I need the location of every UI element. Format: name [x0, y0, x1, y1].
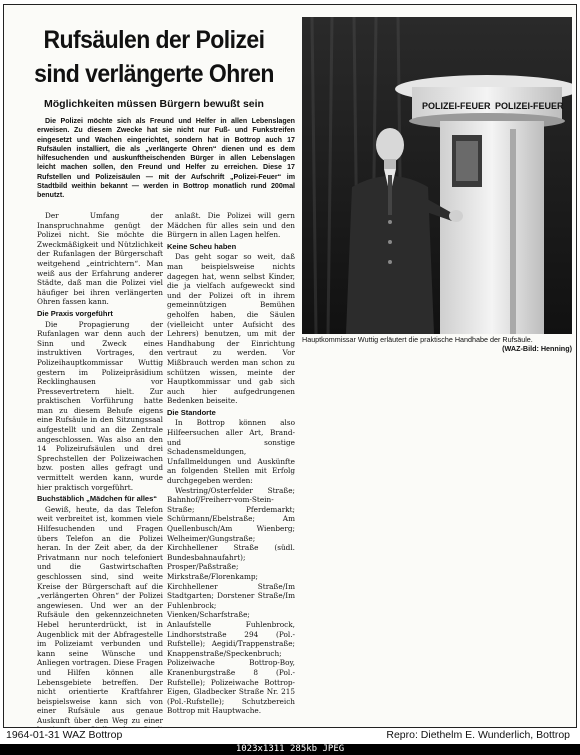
booth-sign-left: POLIZEI-FEUER [422, 101, 491, 111]
section-heading: Die Standorte [167, 407, 216, 417]
photo-credit: (WAZ-Bild: Henning) [502, 343, 572, 353]
newspaper-clipping [3, 4, 577, 728]
subheadline: Möglichkeiten müssen Bürgern bewußt sein [44, 98, 264, 110]
news-photo [302, 17, 572, 334]
article-column-1 [37, 211, 163, 728]
photo-illustration [302, 17, 572, 334]
source-date-label: 1964-01-31 WAZ Bottrop [6, 729, 123, 741]
photo-caption [302, 336, 572, 354]
headline-line-1: Rufsäulen der Polizei [43, 26, 265, 54]
booth-sign-right: POLIZEI-FEUER [495, 101, 564, 111]
section-heading: Keine Scheu haben [167, 241, 237, 251]
caption-text: Hauptkommissar Wuttig erläutert die praktische Handhabe der Rufsäule. [302, 335, 533, 344]
image-info-bar: 1023x1311 285kb JPEG [0, 744, 580, 755]
section-heading: Die Praxis vorgeführt [37, 308, 113, 318]
headline-line-2: sind verlängerte Ohren [34, 60, 274, 88]
paragraph: Der Umfang der Inanspruchnahme genügt der Polizei nicht. Sie möchte die Zweckmäßigkeit und Nützlichkeit der Rufanlagen der Bürgerschaft weitgehend „eintrichtern“. Man weiß aus der Erfahrung anderer Städte, daß man die Polizei viel häufiger bei ihren verlängerten Ohren fassen kann. [37, 211, 163, 307]
paragraph: Die Propagierung der Rufanlagen war denn auch der Sinn und Zweck eines instruktiven Vortrages, den Polizeihauptkommissar Wuttig gestern im Polizeipräsidium Recklinghausen vor Pressevertretern hielt. Zur praktischen Vorführung hatte man zu diesem Behufe eigens eine Rufsäule in den Sitzungssaal aufgestellt und an die Zentrale angeschlossen. Was also an den 14 Polizeirufsäulen und drei Sprechstellen der Polizeiwachen bzw. posten alles gefragt und vermittelt werden kann, wurde hier praktisch vorgeführt. [37, 319, 163, 492]
lead-paragraph: Die Polizei möchte sich als Freund und Helfer in allen Lebenslagen erweisen. Zu diesem Zwecke hat sie nicht nur Fuß- und Funkstreifen eingesetzt und Wachen eingerichtet, sondern hat in Bottrop auch 17 Rufsäulen installiert, die als „verlängerte Ohren“ dienen und es dem hilfesuchenden und auskunftheischenden Bürger in allen Lebenslagen leicht machen sollen, den Freund und Helfer zu erreichen. Diese 17 Rufstellen und Polizeisäulen — mit der Aufschrift „Polizei-Feuer“ im Stadtbild weithin bekannt — werden in Bottrop monatlich rund 200mal benutzt. [37, 117, 295, 200]
section-heading: Buchstäblich „Mädchen für alles“ [37, 494, 158, 504]
paragraph: In Bottrop können also Hilfeersuchen aller Art, Brand- und sonstige Schadensmeldungen, Unfallmeldungen und Auskünfte an folgenden Stellen mit Erfolg durchgegeben werden: [167, 418, 295, 486]
article-column-2 [167, 211, 295, 716]
paragraph: Das geht sogar so weit, daß man beispielsweise nichts dagegen hat, wenn selbst Kinder, die ja vielfach aufgeweckt sind und der Polizei oft in ihrem gemeinnützigen Bemühen geholfen haben, die Säulen (vielleicht unter Aufsicht des Lehrers) benutzen, um mit der Handhabung der Einrichtung vertraut zu werden. Vor Mißbrauch werden man schon zu schützen wissen, meinte der Hauptkommissar und gab sich auch hier aufgedrungenen Bedenken beiseite. [167, 252, 295, 406]
repro-credit: Repro: Diethelm E. Wunderlich, Bottrop [386, 729, 570, 741]
paragraph: Westring/Osterfelder Straße; Bahnhof/Freiherr-vom-Stein-Straße; Pferdemarkt; Schürmann/Ebelstraße; Am Quellenbusch/Am Wienberg; Welheimer/Gungstraße; Kirchhellener Straße (südl. Bundesbahnaufahrt); Prosper/Paßstraße; Mirkstraße/Florenkamp; Kirchhellener Straße/Im Stadtgarten; Dorstener Straße/Im Fuhlenbrock; Vienken/Scharfstraße; Anlaufstelle Fuhlenbrock, Lindhorststraße 294 (Pol.-Rufstelle); Aegidi/Trappenstraße; Knappenstraße/Speckenbruch; Polizeiwache Bottrop-Boy, Kranenburgstraße 8 (Pol.-Rufstelle); Polizeiwache Bottrop-Eigen, Gladbecker Straße Nr. 215 (Pol.-Rufstelle); Schutzbereich Bottrop mit Hauptwache. [167, 485, 295, 716]
paragraph: anlaßt. Die Polizei will gern Mädchen für alles sein und den Bürgern in allen Lagen helfen. [167, 211, 295, 240]
paragraph: Gewiß, heute, da das Telefon weit verbreitet ist, kommen viele Hilfesuchenden und Fragen übers Telefon an die Polizei heran. In der Zeit aber, da der Privatmann nur noch telefoniert und die Gastwirtschaften geschlossen sind, sind weite Kreise der Bürgerschaft auf die „verlängerten Ohren“ der Polizei angewiesen. Und wer an der Rufsäule den gekennzeichneten Hebel herunterdrückt, ist in Augenblick mit der Abfragestelle im Polizeiamt verbunden und kann seine Wünsche und Anliegen vortragen. Diese Fragen und Hilfen können alle Lebensgebiete betreffen. Der nicht orientierte Kraftfahrer beispielsweise kann sich von einer Rufsäule aus genaue Auskunft über den Weg zu einer [37, 504, 163, 725]
